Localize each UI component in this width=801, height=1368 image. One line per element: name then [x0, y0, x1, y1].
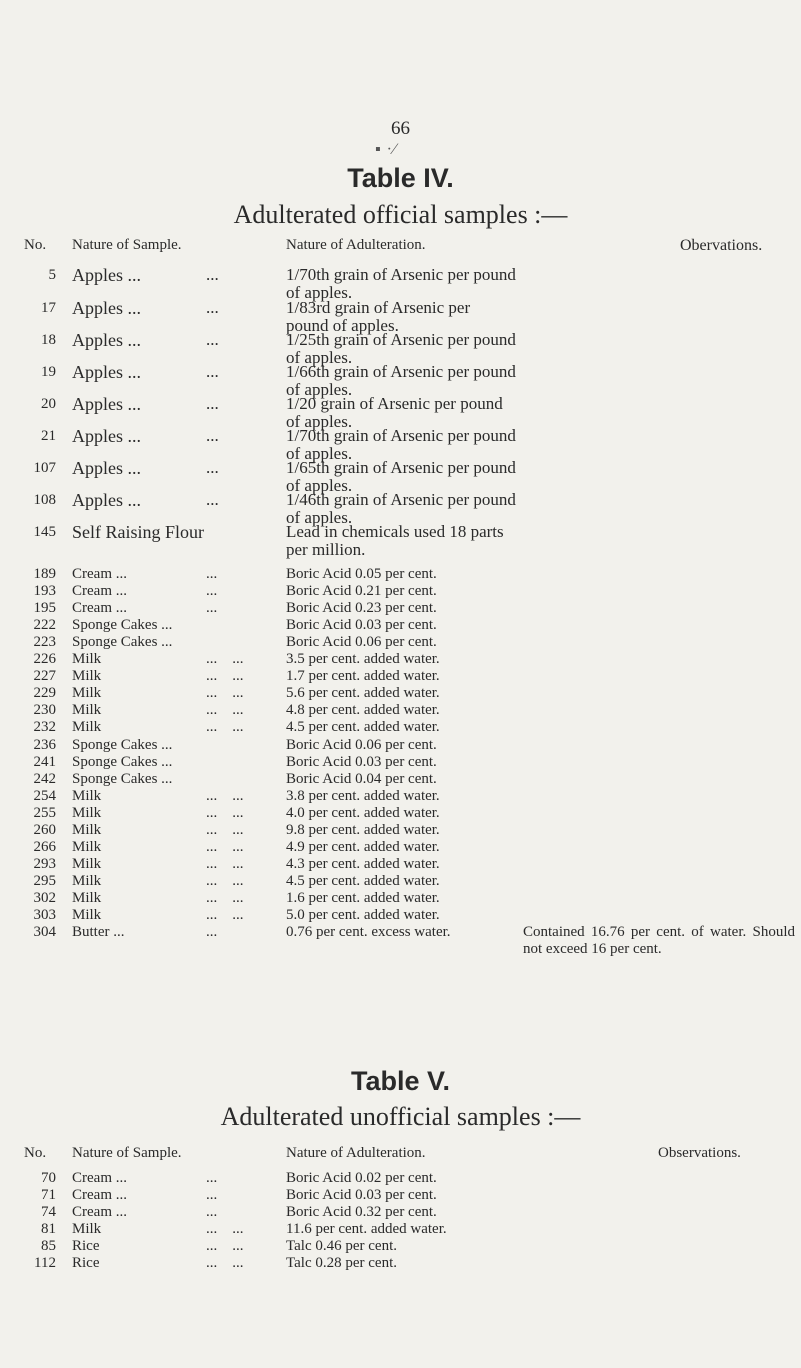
table-iv-nature-cell: 3.5 per cent. added water.	[286, 651, 440, 667]
table-iv-dots-cell: ... ...	[206, 685, 244, 701]
table-v-nature-cell: 11.6 per cent. added water.	[286, 1221, 447, 1237]
table-iv-nature-cell: Lead in chemicals used 18 parts per million.	[286, 522, 504, 559]
table-iv-nature-cell: 9.8 per cent. added water.	[286, 822, 440, 838]
table-v-sample-cell: Milk	[72, 1221, 102, 1237]
table-iv-no-cell: 189	[33, 566, 56, 582]
table-iv-dots-cell: ... ...	[206, 873, 244, 889]
table-iv-no-cell: 304	[33, 924, 56, 940]
table-iv-no-cell: 232	[33, 719, 56, 735]
table-v-header-observations: Observations.	[658, 1145, 741, 1161]
table-iv-dots-cell: ... ...	[206, 651, 244, 667]
table-iv-nature-cell: 4.3 per cent. added water.	[286, 856, 440, 872]
table-iv-heading: Adulterated official samples :—	[233, 200, 568, 229]
table-iv-sample-cell: Apples ...	[72, 394, 141, 414]
table-iv-sample-cell: Milk	[72, 805, 102, 821]
table-v-sample-cell: Cream ...	[72, 1170, 127, 1186]
table-iv-no-cell: 195	[33, 600, 56, 616]
table-iv-title: Table IV.	[347, 163, 454, 193]
table-iv-sample-cell: Self Raising Flour	[72, 522, 205, 542]
table-v-dots-cell: ...	[206, 1204, 218, 1220]
table-iv-dots-cell: ... ...	[206, 702, 244, 718]
print-smudge-icon: ▪ ·⁄	[375, 141, 397, 158]
page-number: 66	[391, 118, 410, 139]
table-iv-nature-cell: Boric Acid 0.21 per cent.	[286, 583, 437, 599]
table-iv-no-cell: 21	[41, 428, 56, 444]
table-iv-no-cell: 226	[33, 651, 56, 667]
table-iv-sample-cell: Apples ...	[72, 330, 141, 350]
table-iv-dots-cell: ... ...	[206, 839, 244, 855]
table-iv-no-cell: 223	[33, 634, 56, 650]
table-v-dots-cell: ... ...	[206, 1221, 244, 1237]
table-iv-dots-cell: ...	[206, 566, 218, 582]
table-iv-nature-cell: Boric Acid 0.03 per cent.	[286, 754, 437, 770]
table-iv-no-cell: 241	[33, 754, 56, 770]
table-iv-nature-cell: 1/70th grain of Arsenic per pound of apples.	[286, 265, 516, 302]
table-iv-sample-cell: Sponge Cakes ...	[72, 617, 173, 633]
table-iv-sample-cell: Milk	[72, 839, 102, 855]
table-v-sample-cell: Rice	[72, 1255, 100, 1271]
table-iv-no-cell: 20	[41, 396, 56, 412]
table-iv-obs-cell: Contained 16.76 per cent. of water. Should not exceed 16 per cent.	[523, 924, 795, 957]
table-iv-sample-cell: Milk	[72, 685, 102, 701]
table-v-nature-cell: Boric Acid 0.32 per cent.	[286, 1204, 437, 1220]
table-iv-no-cell: 18	[41, 332, 56, 348]
table-v-nature-cell: Talc 0.46 per cent.	[286, 1238, 397, 1254]
table-iv-sample-cell: Apples ...	[72, 298, 141, 318]
table-iv-no-cell: 236	[33, 737, 56, 753]
table-v-heading: Adulterated unofficial samples :—	[220, 1102, 581, 1131]
table-v-header-sample: Nature of Sample.	[72, 1145, 182, 1161]
table-iv-nature-cell: 1/20 grain of Arsenic per pound of apples.	[286, 394, 503, 431]
table-iv-sample-cell: Cream ...	[72, 583, 127, 599]
table-iv-no-cell: 230	[33, 702, 56, 718]
table-iv-dots-cell: ...	[206, 426, 219, 445]
table-v-no-cell: 74	[41, 1204, 56, 1220]
table-iv-nature-cell: 1.6 per cent. added water.	[286, 890, 440, 906]
table-iv-nature-cell: 1/70th grain of Arsenic per pound of apples.	[286, 426, 516, 463]
table-iv-no-cell: 145	[33, 524, 56, 540]
table-iv-header-sample: Nature of Sample.	[72, 237, 182, 253]
table-iv-nature-cell: 4.5 per cent. added water.	[286, 719, 440, 735]
table-iv-nature-cell: 1/65th grain of Arsenic per pound of apples.	[286, 458, 516, 495]
table-iv-no-cell: 108	[33, 492, 56, 508]
table-iv-no-cell: 222	[33, 617, 56, 633]
table-v-no-cell: 81	[41, 1221, 56, 1237]
table-iv-no-cell: 293	[33, 856, 56, 872]
table-iv-no-cell: 260	[33, 822, 56, 838]
table-v-title: Table V.	[350, 1066, 451, 1096]
table-iv-sample-cell: Apples ...	[72, 490, 141, 510]
table-iv-no-cell: 254	[33, 788, 56, 804]
table-iv-dots-cell: ...	[206, 924, 218, 940]
table-iv-sample-cell: Milk	[72, 651, 102, 667]
table-iv-nature-cell: 1/66th grain of Arsenic per pound of apples.	[286, 362, 516, 399]
table-v-dots-cell: ...	[206, 1170, 218, 1186]
table-iv-nature-cell: 0.76 per cent. excess water.	[286, 924, 451, 940]
table-iv-dots-cell: ...	[206, 265, 219, 284]
table-iv-dots-cell: ...	[206, 394, 219, 413]
table-v-no-cell: 112	[34, 1255, 56, 1271]
table-iv-no-cell: 17	[41, 300, 56, 316]
table-iv-nature-cell: 1/25th grain of Arsenic per pound of apples.	[286, 330, 516, 367]
table-iv-sample-cell: Milk	[72, 856, 102, 872]
table-v-sample-cell: Cream ...	[72, 1204, 127, 1220]
table-iv-no-cell: 229	[33, 685, 56, 701]
table-v-sample-cell: Rice	[72, 1238, 100, 1254]
table-v-no-cell: 85	[41, 1238, 56, 1254]
table-v-nature-cell: Talc 0.28 per cent.	[286, 1255, 397, 1271]
table-v-nature-cell: Boric Acid 0.02 per cent.	[286, 1170, 437, 1186]
table-iv-dots-cell: ... ...	[206, 719, 244, 735]
table-iv-sample-cell: Milk	[72, 890, 102, 906]
table-iv-sample-cell: Sponge Cakes ...	[72, 737, 173, 753]
table-iv-no-cell: 302	[33, 890, 56, 906]
table-iv-dots-cell: ...	[206, 600, 218, 616]
table-v-no-cell: 71	[41, 1187, 56, 1203]
table-v-no-cell: 70	[41, 1170, 56, 1186]
table-iv-dots-cell: ...	[206, 458, 219, 477]
table-iv-no-cell: 227	[33, 668, 56, 684]
table-iv-sample-cell: Apples ...	[72, 362, 141, 382]
table-iv-nature-cell: 5.6 per cent. added water.	[286, 685, 440, 701]
table-iv-nature-cell: Boric Acid 0.06 per cent.	[286, 634, 437, 650]
table-iv-sample-cell: Cream ...	[72, 600, 127, 616]
table-iv-no-cell: 303	[33, 907, 56, 923]
table-iv-header-observations: Obervations.	[680, 237, 763, 254]
table-iv-sample-cell: Sponge Cakes ...	[72, 754, 173, 770]
table-iv-no-cell: 19	[41, 364, 56, 380]
table-iv-nature-cell: Boric Acid 0.06 per cent.	[286, 737, 437, 753]
table-v-nature-cell: Boric Acid 0.03 per cent.	[286, 1187, 437, 1203]
table-iv-nature-cell: 4.5 per cent. added water.	[286, 873, 440, 889]
table-iv-no-cell: 255	[33, 805, 56, 821]
table-iv-sample-cell: Butter ...	[72, 924, 125, 940]
table-iv-sample-cell: Apples ...	[72, 265, 141, 285]
table-iv-header-nature: Nature of Adulteration.	[286, 237, 426, 253]
table-iv-dots-cell: ... ...	[206, 805, 244, 821]
table-iv-sample-cell: Milk	[72, 907, 102, 923]
table-iv-no-cell: 266	[33, 839, 56, 855]
table-iv-header-no: No.	[24, 237, 47, 253]
table-v-sample-cell: Cream ...	[72, 1187, 127, 1203]
table-iv-no-cell: 193	[33, 583, 56, 599]
table-iv-no-cell: 107	[33, 460, 56, 476]
table-iv-dots-cell: ... ...	[206, 907, 244, 923]
table-iv-no-cell: 242	[33, 771, 56, 787]
table-v-header-no: No.	[24, 1145, 47, 1161]
table-iv-nature-cell: 3.8 per cent. added water.	[286, 788, 440, 804]
table-iv-dots-cell: ... ...	[206, 856, 244, 872]
table-iv-dots-cell: ... ...	[206, 822, 244, 838]
table-iv-nature-cell: 1.7 per cent. added water.	[286, 668, 440, 684]
table-iv-dots-cell: ...	[206, 490, 219, 509]
table-iv-sample-cell: Apples ...	[72, 458, 141, 478]
table-iv-sample-cell: Cream ...	[72, 566, 127, 582]
table-iv-no-cell: 295	[33, 873, 56, 889]
table-iv-sample-cell: Apples ...	[72, 426, 141, 446]
table-iv-nature-cell: 5.0 per cent. added water.	[286, 907, 440, 923]
table-iv-dots-cell: ...	[206, 298, 219, 317]
table-iv-sample-cell: Milk	[72, 788, 102, 804]
table-iv-nature-cell: Boric Acid 0.04 per cent.	[286, 771, 437, 787]
table-iv-dots-cell: ...	[206, 583, 218, 599]
table-v-dots-cell: ... ...	[206, 1255, 244, 1271]
table-iv-no-cell: 5	[48, 267, 56, 283]
table-v-dots-cell: ... ...	[206, 1238, 244, 1254]
table-iv-sample-cell: Sponge Cakes ...	[72, 771, 173, 787]
table-v-header-nature: Nature of Adulteration.	[286, 1145, 426, 1161]
table-iv-sample-cell: Milk	[72, 702, 102, 718]
table-v-dots-cell: ...	[206, 1187, 218, 1203]
table-iv-nature-cell: 1/46th grain of Arsenic per pound of apples.	[286, 490, 516, 527]
table-iv-nature-cell: 4.9 per cent. added water.	[286, 839, 440, 855]
table-iv-dots-cell: ... ...	[206, 890, 244, 906]
table-iv-nature-cell: Boric Acid 0.05 per cent.	[286, 566, 437, 582]
table-iv-nature-cell: Boric Acid 0.03 per cent.	[286, 617, 437, 633]
table-iv-nature-cell: 4.0 per cent. added water.	[286, 805, 440, 821]
table-iv-nature-cell: Boric Acid 0.23 per cent.	[286, 600, 437, 616]
table-iv-nature-cell: 4.8 per cent. added water.	[286, 702, 440, 718]
table-iv-dots-cell: ... ...	[206, 668, 244, 684]
table-iv-dots-cell: ...	[206, 362, 219, 381]
table-iv-nature-cell: 1/83rd grain of Arsenic per pound of apples.	[286, 298, 471, 335]
table-iv-dots-cell: ... ...	[206, 788, 244, 804]
table-iv-dots-cell: ...	[206, 330, 219, 349]
table-iv-sample-cell: Milk	[72, 873, 102, 889]
table-iv-sample-cell: Milk	[72, 822, 102, 838]
table-iv-sample-cell: Milk	[72, 668, 102, 684]
table-iv-sample-cell: Milk	[72, 719, 102, 735]
table-iv-sample-cell: Sponge Cakes ...	[72, 634, 173, 650]
